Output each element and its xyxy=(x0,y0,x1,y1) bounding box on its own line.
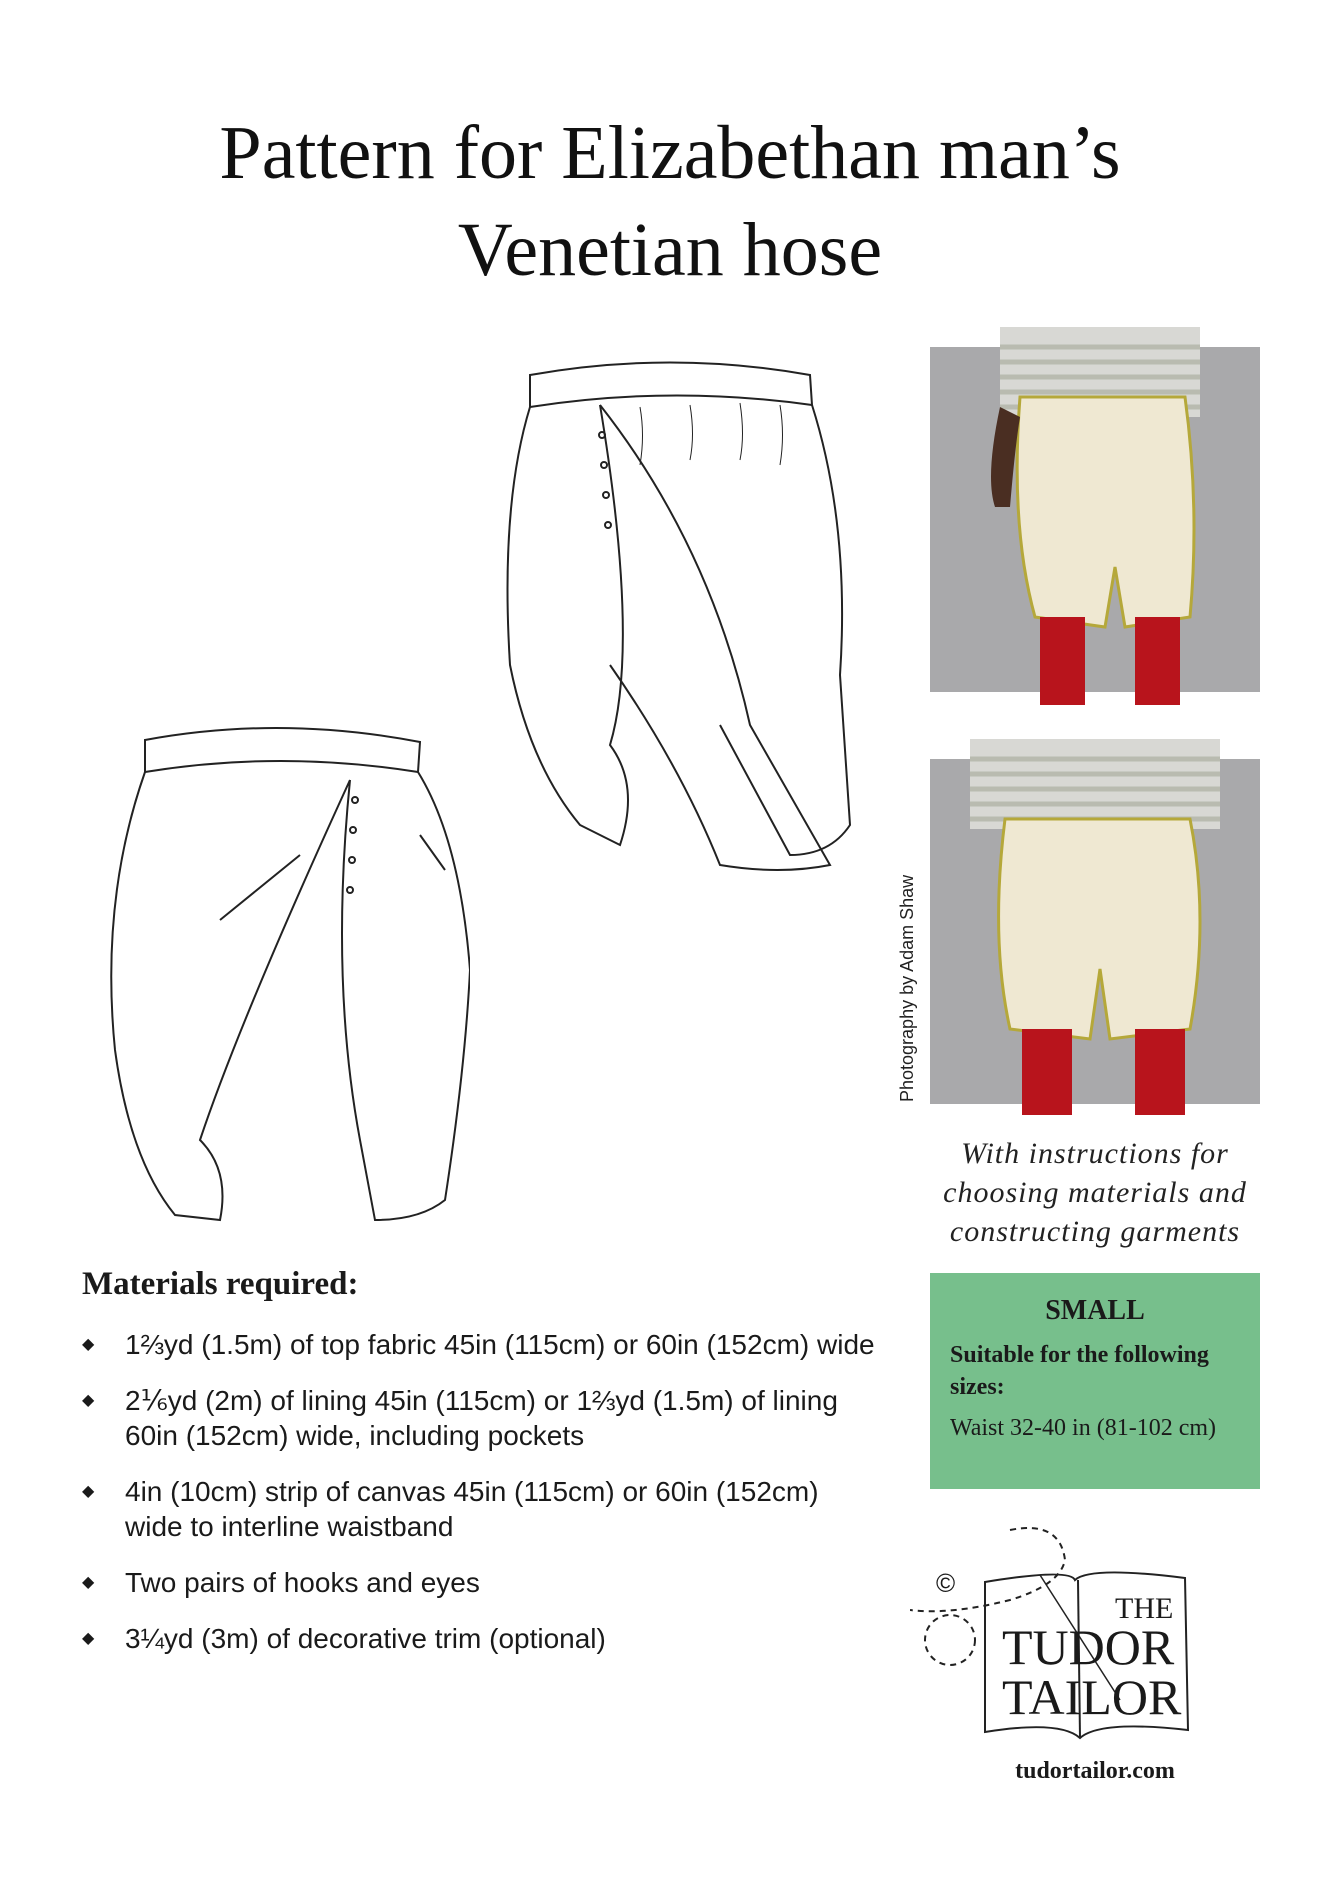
logo-tudor: TUDOR xyxy=(1002,1619,1175,1675)
photo-front xyxy=(930,327,1260,705)
list-item: ◆ 4in (10cm) strip of canvas 45in (115cm) or 60in (152cm) wide to interline waistband xyxy=(82,1476,819,1542)
tagline-line-3: constructing garments xyxy=(949,1215,1241,1248)
list-item: ◆ Two pairs of hooks and eyes xyxy=(82,1567,480,1598)
logo-tailor: TAILOR xyxy=(1002,1669,1182,1725)
page-title xyxy=(0,105,1340,299)
copyright-symbol: © xyxy=(936,1568,956,1598)
bullet-icon: ◆ xyxy=(82,1392,95,1409)
suitable-label: Suitable for the following sizes: xyxy=(950,1342,1209,1400)
size-label: SMALL xyxy=(1045,1295,1145,1326)
bullet-icon: ◆ xyxy=(82,1336,95,1353)
size-box xyxy=(930,1273,1260,1489)
hose-front-drawing xyxy=(100,720,470,1230)
bullet-icon: ◆ xyxy=(82,1483,95,1500)
bullet-icon: ◆ xyxy=(82,1574,95,1591)
hose-back-drawing xyxy=(490,345,860,875)
photo-back xyxy=(930,739,1260,1115)
list-item: ◆ 2⅙yd (2m) of lining 45in (115cm) or 1⅔yd (1.5m) of lining 60in (152cm) wide, including pockets xyxy=(82,1385,838,1451)
title-line-1: Pattern for Elizabethan man’s xyxy=(219,111,1121,195)
tagline xyxy=(930,1134,1260,1251)
website-link[interactable]: tudortailor.com xyxy=(1015,1758,1175,1784)
waist-range: Waist 32-40 in (81-102 cm) xyxy=(950,1415,1217,1441)
tudor-tailor-logo xyxy=(910,1520,1210,1750)
bullet-icon: ◆ xyxy=(82,1630,95,1647)
tagline-line-1: With instructions for xyxy=(961,1137,1229,1170)
materials-list xyxy=(82,1327,882,1677)
tagline-line-2: choosing materials and xyxy=(943,1176,1247,1209)
logo-the: THE xyxy=(1115,1592,1174,1625)
list-item: ◆ 1⅔yd (1.5m) of top fabric 45in (115cm) or 60in (152cm) wide xyxy=(82,1329,875,1360)
title-line-2: Venetian hose xyxy=(457,208,883,292)
photo-credit: Photography by Adam Shaw xyxy=(897,874,917,1102)
materials-heading: Materials required: xyxy=(82,1266,359,1302)
list-item: ◆ 3¼yd (3m) of decorative trim (optional) xyxy=(82,1623,606,1654)
